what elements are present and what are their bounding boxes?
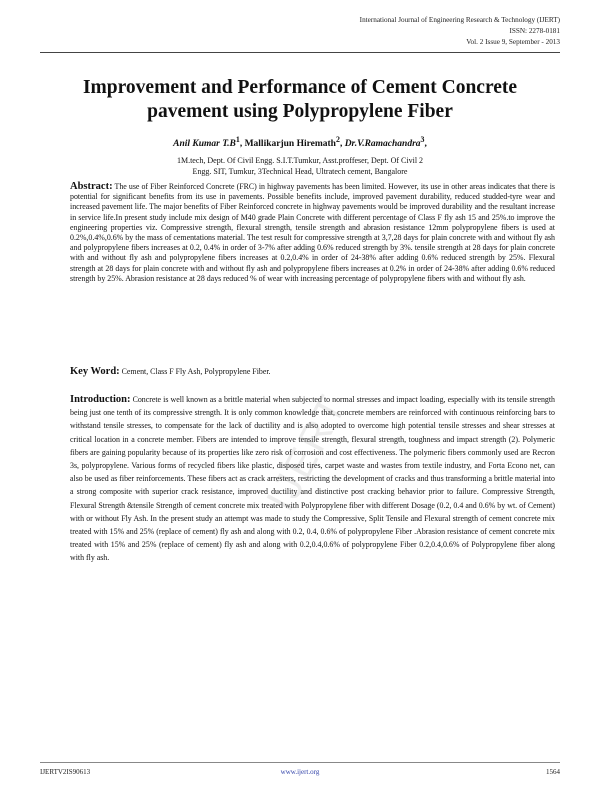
journal-volume: Vol. 2 Issue 9, September - 2013 — [466, 38, 560, 46]
author-2-sup: 2 — [335, 135, 340, 144]
keyword-text: Cement, Class F Fly Ash, Polypropylene Fiber. — [121, 367, 271, 376]
author-1: Anil Kumar T.B — [173, 139, 236, 150]
watermark: IJERT — [258, 386, 357, 518]
author-list: Anil Kumar $T.B^1$, Mallikarjun Hiremath$^2$, Dr.V.Ramachandra$^3$, — [173, 135, 427, 150]
affiliations — [40, 156, 560, 177]
header-divider — [40, 52, 560, 53]
paper-title: Improvement and Performance of Cement Concrete pavement using Polypropylene Fiber — [82, 77, 518, 122]
footer-paper-id: IJERTV2IS90613 — [40, 768, 91, 776]
author-3-sup: 3 — [420, 135, 425, 144]
journal-name: International Journal of Engineering Research & Technology (IJERT) — [359, 16, 560, 24]
footer-website-link[interactable]: www.ijert.org — [280, 768, 320, 776]
author-3: Dr.V.Ramachandra — [344, 139, 421, 150]
keyword-label: Key Word: — [70, 366, 120, 377]
introduction-label: Introduction: — [70, 394, 131, 405]
keyword-section — [70, 367, 555, 377]
abstract-label: Abstract: — [70, 181, 113, 192]
introduction-text: Concrete is well known as a brittle material when subjected to normal stresses and impact loading, especially with its tensile strength being just one tenth of its compressive strength. It is only common knowledge that, concrete members are reinforced with continuous reinforcing bars to withstand tensile stresses, to compensate for the lack of ductility and is also adopted to overcome high potential tensile stresses and shear stresses at critical location in a concrete member. Fibers are intended to improve tensile strength, flexural strength, toughness and impact strength (2). Polymeric fibers are gaining popularity because of its properties like zero risk of corrosion and cost effectiveness. The polymeric fibers commonly used are Recron 3s, polypropylene. Various forms of recycled fibers like plastic, disposed tires, carpet waste and wastes from textile industry, and Forta Econo net, can also be used as fiber reinforcements. These fibers act as crack arresters, restricting the development of cracks and thus transforming a brittle material into a strong composite with superior crack resistance, improved ductility and distinctive post cracking behavior prior to failure. Compressive Strength, Flexural Strength &tensile Strength of cement concrete mix treated with Polypropylene fiber with different Dosage (0.2, 0.4 and 0.6% by wt. of Cement) with or without Fly Ash. In the present study an attempt was made to study the Compressive, Split Tensile and Flexural strength of cement concrete mix treated with 15% and 25% (replace of cement) fly ash and along with 0.2, 0.4, 0.6% of polypropylene Fiber .Abrasion resistance of cement concrete mix treated with 15% and 25% (replace of cement) fly ash and along with 0.2,0.4,0.6% of polypropylene Fiber 0.2,0.4,0.6% of Polypropylene fiber along with fly ash. — [70, 395, 555, 563]
footer-divider — [40, 762, 560, 763]
affiliation-line-2: Engg. SIT, Tumkur, 3Technical Head, Ultratech cement, Bangalore — [192, 166, 408, 176]
footer-page-number: 1564 — [546, 768, 560, 776]
author-2: Mallikarjun Hiremath — [244, 139, 336, 150]
abstract-section — [70, 182, 555, 284]
journal-header — [360, 15, 560, 48]
journal-issn: ISSN: 2278-0181 — [509, 27, 560, 35]
abstract-text: The use of Fiber Reinforced Concrete (FRC) in highway pavements has been limited. However, its use in other areas indicates that there is potential for significant benefits from its use in pavements. Possible benefits include, improved pavement durability, reduced studded-tyre wear and increased pavement life. The major benefits of Fiber Reinforced concrete in highway pavements would be improved durability and the resultant increase in service life.In present study include mix design of M40 grade Plain Concrete with different percentage of Class F fly ash 15 and 25%.to improve the engineering properties viz. Compressive strength, flexural strength, tensile strength and abrasion resistance 12mm polypropylene fibers is used at 0.2%,0.4%,0.6% by the mass of cementations material. The test result for compressive strength at 3,7,28 days for plain concrete with and without fly ash and polypropylene fibers increases at 0.2, 0.4% in order of 3-7% after adding 0.6% reduced strength by 3%. tensile strength at 28 days for plain concrete with and without fly ash and polypropylene fibers increases at 0.2,0.4% in order of 24-38% after adding 0.6% reduced strength by 25%. Flexural strength at 28 days for plain concrete with and without fly ash and polypropylene fibers increases at 0.2% in order of 24-38% after adding 0.6% reduced strength by 25%. Abrasion resistance at 28 days reduced % of wear with increasing percentage of polypropylene fibers with and without fly ash. — [70, 182, 555, 283]
affiliation-line-1: 1M.tech, Dept. Of Civil Engg. S.I.T.Tumkur, Asst.proffeser, Dept. Of Civil 2 — [176, 156, 424, 165]
author-1-sup: 1 — [235, 135, 240, 144]
